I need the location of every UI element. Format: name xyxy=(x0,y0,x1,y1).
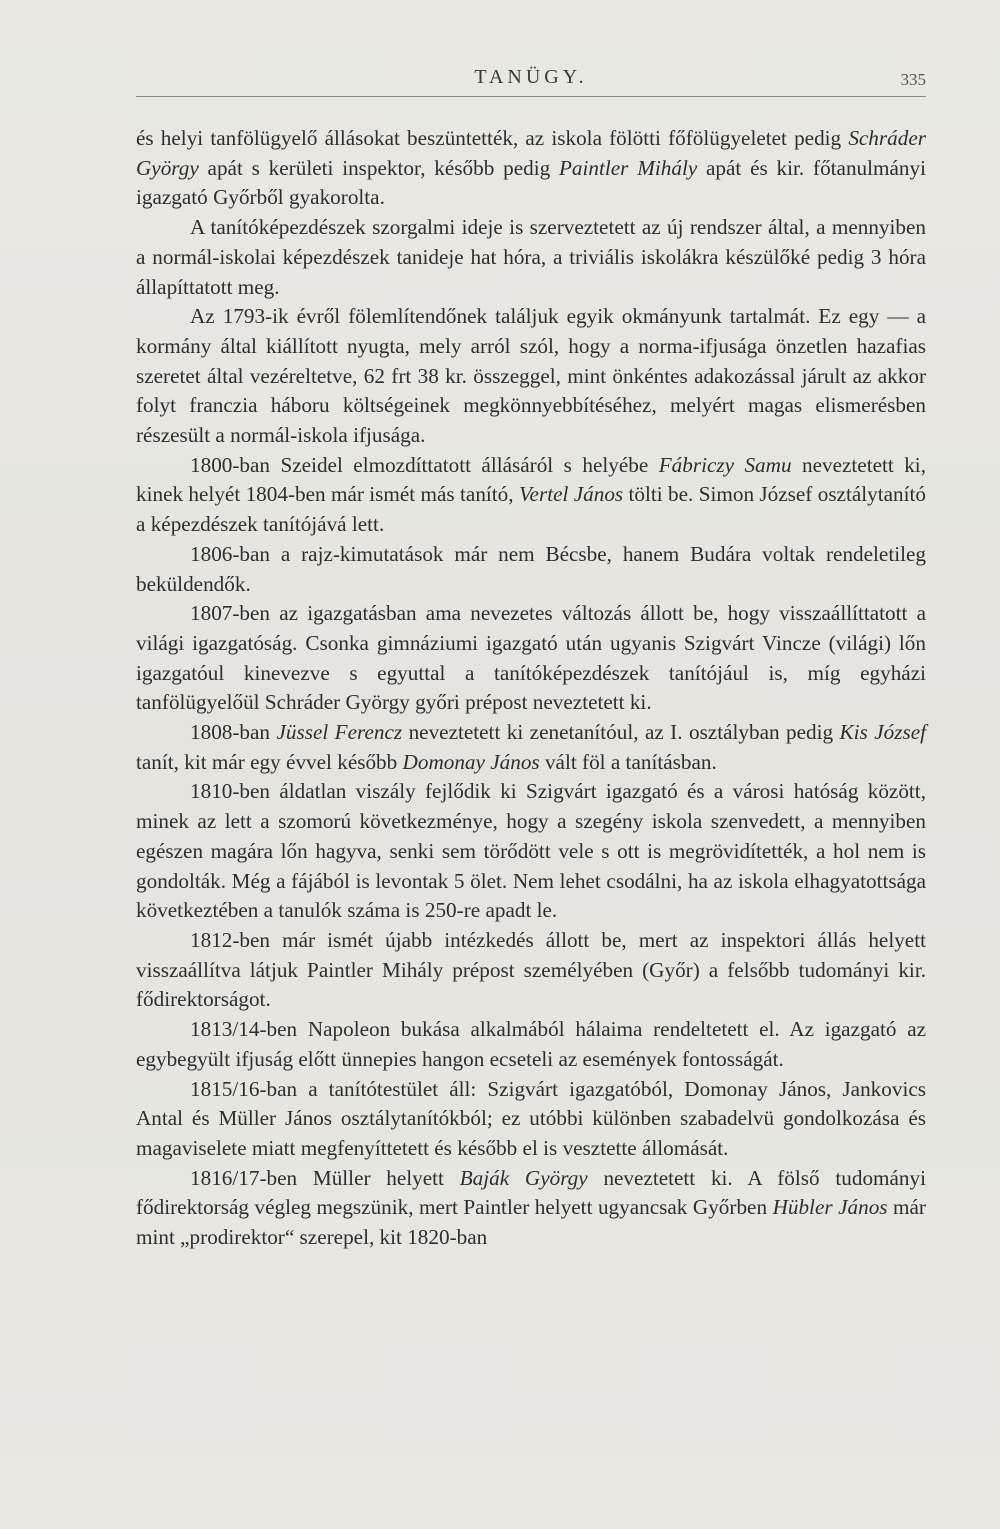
text-run: 1815/16-ban a tanítótestület áll: Szigvárt igazgatóból, Domonay János, Jankovics Antal és Müller János osztálytanítókból; ez utóbbi különben szabadelvü gondolkozása és magaviselete miatt megfenyíttetett és később el is vesztette állomását. xyxy=(136,1076,926,1160)
text-run: 1813/14-ben Napoleon bukása alkalmából hálaima rendeltetett el. Az igazgató az egybegyült ifjuság előtt ünnepies hangon ecseteli az események fontosságát. xyxy=(136,1017,926,1071)
italic-name: Baják György xyxy=(459,1165,588,1190)
italic-name: Schráder György xyxy=(136,126,926,180)
text-run: neveztetett ki. A fölső tudományi fődirektorság végleg megszünik, mert Paintler helyett ugyancsak Győrben xyxy=(136,1165,926,1220)
running-title: TANÜGY. xyxy=(474,66,588,88)
italic-name: Jüssel Ferencz xyxy=(276,720,403,745)
text-run: 1812-ben már ismét újabb intézkedés állott be, mert az inspektori állás helyett visszaállítva látjuk Paintler Mihály prépost személyében (Győr) a felsőbb tudományi kir. fődirektorságot. xyxy=(136,927,926,1012)
text-run: 1806-ban a rajz-kimutatások már nem Bécsbe, hanem Budára voltak rendeletileg beküldendők. xyxy=(136,541,926,596)
text-run: tanít, kit már egy évvel később xyxy=(136,749,403,774)
text-run: és helyi tanfölügyelő állásokat beszüntették, az iskola fölötti főfölügyeletet pedig xyxy=(136,126,849,150)
text-run: 1807-ben az igazgatásban ama nevezetes változás állott be, hogy visszaállíttatott a világi igazgatóság. Csonka gimnáziumi igazgató után ugyanis Szigvárt Vincze (világi) lőn igazgatóul kinevezve s egyuttal a tanítóképezdészek tanítójául is, míg egyházi tanfölügyelőül Schráder György győri prépost neveztetett ki. xyxy=(136,601,926,715)
page-number: 335 xyxy=(900,70,926,89)
italic-name: Paintler Mihály xyxy=(558,155,698,180)
text-run: vált föl a tanításban. xyxy=(539,749,717,774)
italic-name: Kis József xyxy=(839,720,926,745)
italic-name: Fábriczy Samu xyxy=(658,452,792,477)
text-run: A tanítóképezdészek szorgalmi ideje is szerveztetett az új rendszer által, a mennyiben a normál-iskolai képezdészek tanideje hat hóra, a triviális iskolákra készülőké pedig 3 hóra állapíttatott meg. xyxy=(136,215,926,299)
text-run: már mint „prodirektor“ szerepel, kit 1820-ban xyxy=(136,1195,926,1250)
italic-name: Domonay János xyxy=(402,749,540,774)
paragraph xyxy=(136,599,926,718)
text-run: 1808-ban xyxy=(190,720,277,745)
paragraph xyxy=(136,451,926,540)
text-run: apát és kir. főtanulmányi igazgató Győrből gyakorolta. xyxy=(136,155,926,210)
paragraph xyxy=(136,1015,926,1074)
page-header xyxy=(136,62,926,100)
text-run: apát s kerületi inspektor, később pedig xyxy=(198,155,559,180)
paragraph xyxy=(136,302,926,451)
text-run: tölti be. Simon József osztálytanító a képezdészek tanítójává lett. xyxy=(136,482,926,537)
paragraph xyxy=(136,1075,926,1164)
text-run: 1816/17-ben Müller helyett xyxy=(190,1165,460,1190)
paragraph xyxy=(136,718,926,777)
paragraph xyxy=(136,124,926,213)
body-text xyxy=(136,124,926,1253)
text-run: Az 1793-ik évről fölemlítendőnek találjuk egyik okmányunk tartalmát. Ez egy — a kormány által kiállított nyugta, mely arról szól, hogy a norma-ifjusága önzetlen hazafias szeretet által vezéreltetve, 62 frt 38 kr. összeggel, mint önkéntes adakozással járult az akkor folyt franczia háboru költségeinek megkönnyebbítéséhez, melyért magas elismerésben részesült a normál-iskola ifjusága. xyxy=(136,304,926,448)
text-run: 1800-ban Szeidel elmozdíttatott állásáról s helyébe xyxy=(190,452,659,477)
italic-name: Hübler János xyxy=(772,1195,888,1220)
paragraph xyxy=(136,926,926,1015)
text-run: neveztetett ki, kinek helyét 1804-ben már ismét más tanító, xyxy=(136,452,926,507)
paragraph xyxy=(136,540,926,599)
header-rule xyxy=(136,96,926,97)
text-run: 1810-ben áldatlan viszály fejlődik ki Szigvárt igazgató és a városi hatóság között, minek az lett a szomorú következménye, hogy a szegény iskola szenvedett, a mennyiben egészen magára lőn hagyva, senki sem törődött vele s ott is megrövidítették, a hol nem is gondolták. Még a fájából is levontak 5 ölet. Nem lehet csodálni, ha az iskola elhagyatottsága következtében a tanulók száma is 250-re apadt le. xyxy=(136,779,926,923)
paragraph xyxy=(136,777,926,926)
paragraph xyxy=(136,213,926,302)
italic-name: Vertel János xyxy=(518,482,624,507)
paragraph xyxy=(136,1164,926,1253)
text-run: neveztetett ki zenetanítóul, az I. osztályban pedig xyxy=(402,720,840,745)
